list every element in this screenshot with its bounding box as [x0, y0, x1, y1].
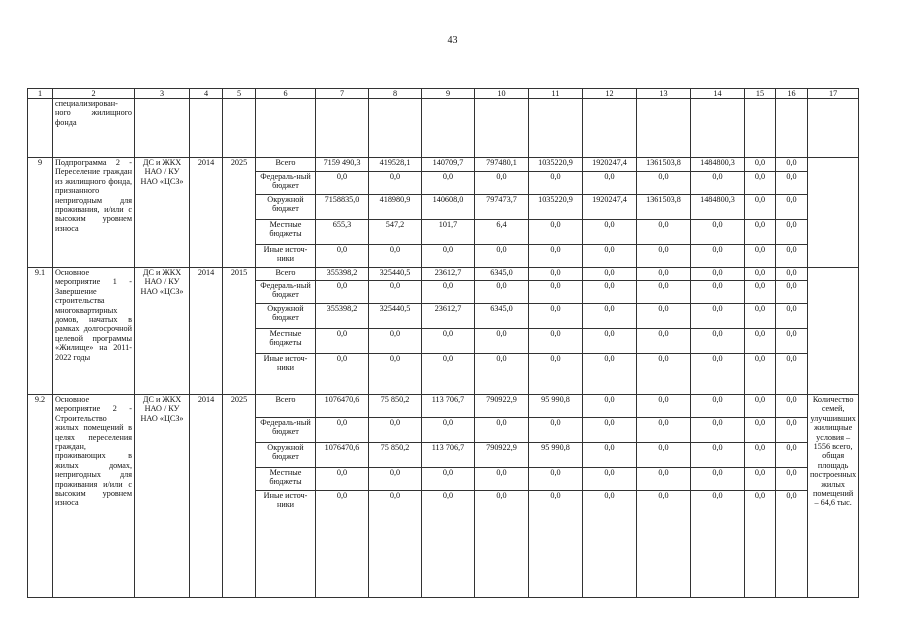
budget-value: 0,0: [637, 491, 691, 598]
budget-value: 0,0: [776, 158, 808, 172]
budget-source: Федераль-ный бюджет: [256, 172, 316, 195]
budget-value: 75 850,2: [369, 443, 422, 468]
table-cell: [190, 99, 223, 158]
budget-value: 0,0: [776, 468, 808, 491]
budget-value: 113 706,7: [422, 395, 475, 418]
budget-value: 355398,2: [316, 268, 369, 281]
budget-value: 0,0: [529, 354, 583, 395]
budget-value: 0,0: [583, 268, 637, 281]
budget-value: 23612,7: [422, 268, 475, 281]
budget-value: 6345,0: [475, 304, 529, 329]
budget-value: 0,0: [369, 468, 422, 491]
budget-value: 0,0: [691, 491, 745, 598]
table-cell: [422, 99, 475, 158]
budget-value: 0,0: [637, 395, 691, 418]
budget-value: 0,0: [369, 491, 422, 598]
budget-value: 0,0: [637, 172, 691, 195]
row-note: [808, 158, 859, 268]
budget-value: 0,0: [422, 354, 475, 395]
budget-value: 0,0: [369, 329, 422, 354]
table-row: [28, 268, 859, 281]
row-start-year: 2014: [190, 395, 223, 598]
budget-value: 0,0: [691, 329, 745, 354]
table-row: [28, 395, 859, 418]
budget-value: 95 990,8: [529, 395, 583, 418]
budget-value: 1361503,8: [637, 158, 691, 172]
table-cell: [529, 99, 583, 158]
budget-value: 0,0: [745, 491, 776, 598]
budget-value: 0,0: [691, 418, 745, 443]
budget-value: 0,0: [776, 395, 808, 418]
row-name: Подпрограмма 2 - Переселение граждан из жилищного фонда, признанного непригодным для проживания, и/или с высоким уровнем износа: [53, 158, 135, 268]
budget-value: 23612,7: [422, 304, 475, 329]
row-executor: ДС и ЖКХ НАО / КУ НАО «ЦСЗ»: [135, 268, 190, 395]
column-header: 17: [808, 89, 859, 99]
budget-value: 0,0: [745, 418, 776, 443]
column-header: 9: [422, 89, 475, 99]
budget-value: 0,0: [637, 220, 691, 245]
budget-value: 0,0: [776, 268, 808, 281]
budget-value: 0,0: [583, 304, 637, 329]
row-start-year: 2014: [190, 268, 223, 395]
budget-value: 790922,9: [475, 443, 529, 468]
budget-value: 0,0: [583, 395, 637, 418]
column-header: 1: [28, 89, 53, 99]
table-row: [28, 158, 859, 172]
budget-value: 0,0: [637, 304, 691, 329]
row-end-year: 2025: [223, 158, 256, 268]
budget-value: 797473,7: [475, 195, 529, 220]
column-header: 14: [691, 89, 745, 99]
budget-value: 1484800,3: [691, 158, 745, 172]
budget-value: 0,0: [316, 329, 369, 354]
row-end-year: 2015: [223, 268, 256, 395]
budget-value: 140709,7: [422, 158, 475, 172]
budget-source: Окружной бюджет: [256, 195, 316, 220]
budget-value: 0,0: [583, 172, 637, 195]
budget-value: 325440,5: [369, 304, 422, 329]
budget-value: 1035220,9: [529, 158, 583, 172]
budget-value: 95 990,8: [529, 443, 583, 468]
budget-source: Окружной бюджет: [256, 443, 316, 468]
budget-source: Всего: [256, 395, 316, 418]
budget-value: 0,0: [637, 443, 691, 468]
budget-value: 0,0: [529, 491, 583, 598]
budget-value: 0,0: [691, 220, 745, 245]
column-header: 12: [583, 89, 637, 99]
budget-value: 0,0: [745, 354, 776, 395]
budget-value: 419528,1: [369, 158, 422, 172]
row-id: 9.1: [28, 268, 53, 395]
budget-value: 0,0: [637, 245, 691, 268]
budget-source: Иные источ-ники: [256, 491, 316, 598]
budget-value: 101,7: [422, 220, 475, 245]
budget-value: 0,0: [637, 418, 691, 443]
budget-value: 7159 490,3: [316, 158, 369, 172]
table-cell: [475, 99, 529, 158]
budget-value: 0,0: [691, 245, 745, 268]
budget-value: 0,0: [691, 281, 745, 304]
budget-value: 0,0: [745, 443, 776, 468]
budget-value: 0,0: [316, 172, 369, 195]
budget-value: 325440,5: [369, 268, 422, 281]
budget-table: [27, 88, 859, 598]
budget-value: 0,0: [583, 245, 637, 268]
budget-value: 0,0: [745, 172, 776, 195]
budget-value: 0,0: [475, 418, 529, 443]
budget-value: 0,0: [583, 354, 637, 395]
table-cell: [369, 99, 422, 158]
budget-value: 790922,9: [475, 395, 529, 418]
budget-value: 0,0: [776, 172, 808, 195]
budget-value: 0,0: [529, 268, 583, 281]
budget-value: 355398,2: [316, 304, 369, 329]
budget-source: Местные бюджеты: [256, 220, 316, 245]
budget-value: 0,0: [529, 468, 583, 491]
table-cell: [28, 99, 53, 158]
row-note: Количество семей, улучшивших жилищные условия – 1556 всего, общая площадь построенных жилых помещений – 64,6 тыс.: [808, 395, 859, 598]
budget-source: Местные бюджеты: [256, 329, 316, 354]
budget-value: 0,0: [776, 245, 808, 268]
budget-value: 0,0: [316, 491, 369, 598]
table-cell: [223, 99, 256, 158]
budget-value: 0,0: [316, 354, 369, 395]
budget-value: 0,0: [583, 468, 637, 491]
budget-value: 0,0: [422, 172, 475, 195]
budget-value: 0,0: [691, 172, 745, 195]
budget-value: 0,0: [745, 158, 776, 172]
budget-source: Всего: [256, 268, 316, 281]
budget-value: 0,0: [583, 443, 637, 468]
budget-value: 0,0: [745, 245, 776, 268]
budget-value: 0,0: [776, 491, 808, 598]
budget-value: 0,0: [745, 468, 776, 491]
table-cell: [691, 99, 745, 158]
table-cell: [135, 99, 190, 158]
table-cell: [256, 99, 316, 158]
budget-value: 0,0: [776, 304, 808, 329]
budget-source: Местные бюджеты: [256, 468, 316, 491]
budget-value: 0,0: [583, 281, 637, 304]
budget-value: 0,0: [422, 329, 475, 354]
budget-value: 418980,9: [369, 195, 422, 220]
column-header: 15: [745, 89, 776, 99]
budget-value: 0,0: [776, 418, 808, 443]
budget-value: 75 850,2: [369, 395, 422, 418]
row-id: 9.2: [28, 395, 53, 598]
budget-value: 6345,0: [475, 268, 529, 281]
budget-value: 0,0: [637, 354, 691, 395]
column-header: 16: [776, 89, 808, 99]
budget-value: 0,0: [637, 329, 691, 354]
budget-value: 0,0: [369, 418, 422, 443]
column-header: 10: [475, 89, 529, 99]
table-cell: [776, 99, 808, 158]
header-row: [28, 89, 859, 99]
budget-value: 0,0: [583, 329, 637, 354]
budget-value: 0,0: [776, 220, 808, 245]
budget-value: 0,0: [745, 220, 776, 245]
budget-value: 0,0: [529, 245, 583, 268]
budget-value: 0,0: [691, 395, 745, 418]
column-header: 2: [53, 89, 135, 99]
table-cell: [745, 99, 776, 158]
table-cell: [808, 99, 859, 158]
budget-value: 0,0: [475, 491, 529, 598]
column-header: 4: [190, 89, 223, 99]
budget-value: 0,0: [691, 268, 745, 281]
budget-value: 0,0: [475, 245, 529, 268]
budget-value: 0,0: [691, 354, 745, 395]
budget-value: 0,0: [316, 418, 369, 443]
row-name: Основное мероприятие 2 - Строительство жилых помещений в целях переселения граждан, проживающих в жилых домах, непригодных для проживания и/или с высоким уровнем износа: [53, 395, 135, 598]
budget-source: Федераль-ный бюджет: [256, 281, 316, 304]
budget-value: 0,0: [776, 195, 808, 220]
column-header: 8: [369, 89, 422, 99]
row-executor: ДС и ЖКХ НАО / КУ НАО «ЦСЗ»: [135, 395, 190, 598]
budget-value: 0,0: [583, 418, 637, 443]
budget-value: 0,0: [369, 172, 422, 195]
budget-value: 0,0: [637, 468, 691, 491]
budget-value: 140608,0: [422, 195, 475, 220]
column-header: 6: [256, 89, 316, 99]
budget-value: 0,0: [776, 354, 808, 395]
budget-value: 1361503,8: [637, 195, 691, 220]
row-end-year: 2025: [223, 395, 256, 598]
row-note: [808, 268, 859, 395]
budget-value: 0,0: [475, 281, 529, 304]
budget-value: 0,0: [369, 281, 422, 304]
budget-value: 0,0: [475, 172, 529, 195]
budget-value: 0,0: [316, 245, 369, 268]
budget-value: 0,0: [529, 281, 583, 304]
row-id: 9: [28, 158, 53, 268]
budget-value: 0,0: [316, 281, 369, 304]
row-start-year: 2014: [190, 158, 223, 268]
budget-value: 0,0: [745, 329, 776, 354]
page-number: 43: [447, 35, 458, 46]
budget-value: 0,0: [422, 418, 475, 443]
budget-value: 0,0: [691, 304, 745, 329]
budget-value: 0,0: [369, 245, 422, 268]
column-header: 5: [223, 89, 256, 99]
column-header: 13: [637, 89, 691, 99]
budget-value: 0,0: [745, 268, 776, 281]
budget-value: 0,0: [637, 268, 691, 281]
budget-source: Федераль-ный бюджет: [256, 418, 316, 443]
budget-value: 1035220,9: [529, 195, 583, 220]
budget-source: Иные источ-ники: [256, 245, 316, 268]
budget-value: 0,0: [422, 245, 475, 268]
budget-value: 0,0: [776, 443, 808, 468]
budget-value: 0,0: [475, 354, 529, 395]
budget-value: 547,2: [369, 220, 422, 245]
column-header: 3: [135, 89, 190, 99]
budget-value: 0,0: [475, 329, 529, 354]
budget-value: 0,0: [637, 281, 691, 304]
budget-value: 0,0: [583, 220, 637, 245]
budget-value: 0,0: [691, 443, 745, 468]
continuation-row: [28, 99, 859, 158]
budget-value: 1920247,4: [583, 195, 637, 220]
budget-value: 0,0: [529, 329, 583, 354]
budget-value: 0,0: [422, 468, 475, 491]
budget-source: Всего: [256, 158, 316, 172]
budget-value: 0,0: [422, 281, 475, 304]
budget-value: 0,0: [475, 468, 529, 491]
column-header: 11: [529, 89, 583, 99]
row-name: Основное мероприятие 1 - Завершение строительства многоквартирных домов, начатых в рамках долгосрочной целевой программы «Жилище» на 2011-2022 годы: [53, 268, 135, 395]
table-cell: [316, 99, 369, 158]
budget-value: 1076470,6: [316, 443, 369, 468]
table-cell: [583, 99, 637, 158]
budget-value: 0,0: [529, 172, 583, 195]
budget-value: 655,3: [316, 220, 369, 245]
column-header: 7: [316, 89, 369, 99]
budget-value: 0,0: [745, 395, 776, 418]
budget-source: Окружной бюджет: [256, 304, 316, 329]
budget-value: 0,0: [583, 491, 637, 598]
budget-value: 0,0: [529, 418, 583, 443]
budget-value: 0,0: [369, 354, 422, 395]
budget-value: 0,0: [776, 281, 808, 304]
budget-value: 0,0: [316, 468, 369, 491]
budget-value: 797480,1: [475, 158, 529, 172]
budget-value: 113 706,7: [422, 443, 475, 468]
continuation-text: специализирован-ного жилищного фонда: [53, 99, 135, 158]
row-executor: ДС и ЖКХ НАО / КУ НАО «ЦСЗ»: [135, 158, 190, 268]
budget-value: 0,0: [529, 220, 583, 245]
budget-value: 1076470,6: [316, 395, 369, 418]
budget-value: 7158835,0: [316, 195, 369, 220]
budget-value: 0,0: [691, 468, 745, 491]
budget-value: 0,0: [529, 304, 583, 329]
budget-value: 0,0: [776, 329, 808, 354]
budget-source: Иные источ-ники: [256, 354, 316, 395]
budget-value: 0,0: [422, 491, 475, 598]
table-cell: [637, 99, 691, 158]
budget-value: 0,0: [745, 195, 776, 220]
budget-value: 0,0: [745, 304, 776, 329]
budget-value: 6,4: [475, 220, 529, 245]
budget-value: 0,0: [745, 281, 776, 304]
budget-value: 1920247,4: [583, 158, 637, 172]
budget-value: 1484800,3: [691, 195, 745, 220]
